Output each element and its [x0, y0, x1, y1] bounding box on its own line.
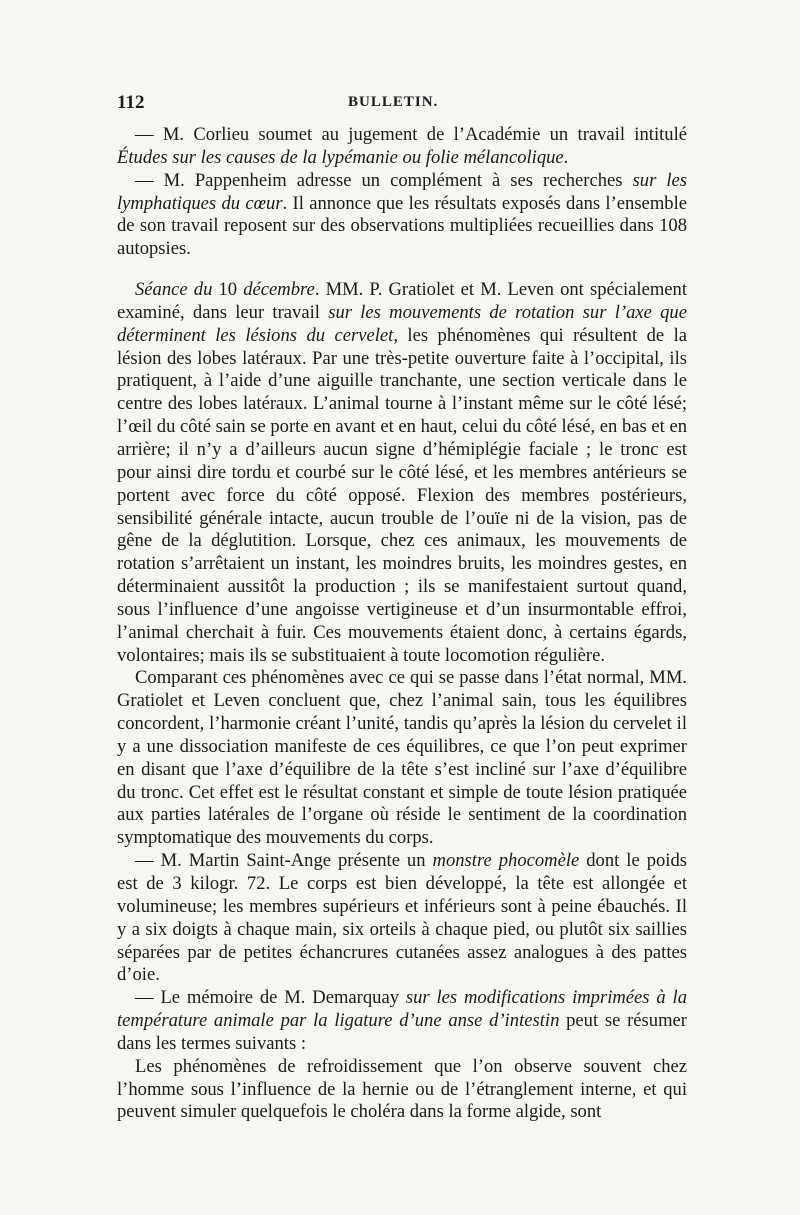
- body-text: [117, 124, 687, 1124]
- italic-term: monstre phocomèle: [432, 850, 580, 872]
- italic-title: Études sur les causes de la lypémanie ou folie mélancolique: [117, 146, 564, 168]
- running-title: BULLETIN.: [348, 94, 439, 110]
- text-run: — M. Pappenheim adresse un complément à ses recherches: [135, 169, 633, 191]
- text-run: peut se résumer dans les termes suivants :: [117, 1010, 687, 1054]
- paragraph-comparant: Comparant ces phénomènes avec ce qui se passe dans l’état normal, MM. Gratiolet et Leven concluent que, chez l’animal sain, tous les équilibres concordent, l’harmonie créant l’unité, tandis qu’après la lésion du cervelet il y a une dissociation manifeste de ces équilibres, ce que l’on peut exprimer en disant que l’axe d’équilibre de la tête s’est incliné sur l’axe d’équilibre du tronc. Cet effet est le résultat constant et simple de toute lésion pratiquée aux parties latérales de l’organe où réside le sentiment de la coordination symptomatique des mouvements du corps.: [117, 667, 687, 849]
- italic-title: sur les modifications imprimées à la température animale par la ligature d’une anse d’intestin: [117, 987, 687, 1032]
- paragraph-seance: [117, 279, 687, 667]
- italic-seance: Séance du: [135, 279, 213, 301]
- paragraph-martin: [117, 850, 687, 987]
- text-run: — M. Martin Saint-Ange présente un: [135, 850, 433, 872]
- paragraph-corlieu: [117, 124, 687, 170]
- text-run: .: [563, 146, 569, 168]
- text-run: . Il annonce que les résultats exposés dans l’ensemble de son travail reposent sur des observations multipliées recueillies dans 108 autopsies.: [117, 192, 687, 260]
- text-run: — M. Corlieu soumet au jugement de l’Académie un travail intitulé: [135, 124, 687, 145]
- italic-title: sur les lymphatiques du cœur: [117, 169, 688, 214]
- italic-month: décembre: [243, 279, 315, 301]
- text-run: dont le poids est de 3 kilogr. 72. Le corps est bien développé, la tête est allongée et volumineuse; les membres supérieurs et inférieurs sont à peine ébauchés. Il y a six doigts à chaque main, six orteils à chaque pied, ou plutôt six saillies séparées par de petites échancrures cutanées assez analogues à des pattes d’oie.: [117, 850, 687, 986]
- italic-title: sur les mouvements de rotation sur l’axe que déterminent les lésions du cervelet: [117, 301, 687, 346]
- paragraph-pappenheim: [117, 170, 687, 261]
- text-run: 10: [212, 279, 244, 301]
- page-header: [117, 92, 689, 116]
- text-run: — Le mémoire de M. Demarquay: [135, 987, 406, 1009]
- text-run: . MM. P. Gratiolet et M. Leven ont spécialement examiné, dans leur travail: [117, 279, 688, 323]
- paragraph-demarquay: [117, 987, 687, 1056]
- page-number: 112: [117, 92, 145, 113]
- paragraph-refroidissement: Les phénomènes de refroidissement que l’on observe souvent chez l’homme sous l’influence de la hernie ou de l’étranglement interne, et qui peuvent simuler quelquefois le choléra dans la forme algide, sont: [117, 1055, 687, 1123]
- text-run: , les phénomènes qui résultent de la lésion des lobes latéraux. Par une très-petite ouverture faite à l’occipital, ils pratiquent, à l’aide d’une aiguille tranchante, une section verticale dans le centre des lobes latéraux. L’animal tourne à l’instant même sur le côté lésé; l’œil du côté sain se porte en avant et en haut, celui du côté lésé, en bas et en arrière; il n’y a d’ailleurs aucun signe d’hémiplégie faciale ; le tronc est pour ainsi dire tordu et courbé sur le côté lésé, et les membres antérieurs se portent avec force du côté opposé. Flexion des membres postérieurs, sensibilité générale intacte, aucun trouble de l’ouïe ni de la vision, pas de gêne de la déglutition. Lorsque, chez ces animaux, les mouvements de rotation s’arrêtaient un instant, les moindres bruits, les moindres gestes, en déterminaient aussitôt la production ; ils se manifestaient surtout quand, sous l’influence d’une angoisse vertigineuse et d’un insurmontable effroi, l’animal cherchait à fuir. Ces mouvements étaient donc, à certains égards, volontaires; mais ils se substituaient à toute locomotion régulière.: [117, 324, 687, 666]
